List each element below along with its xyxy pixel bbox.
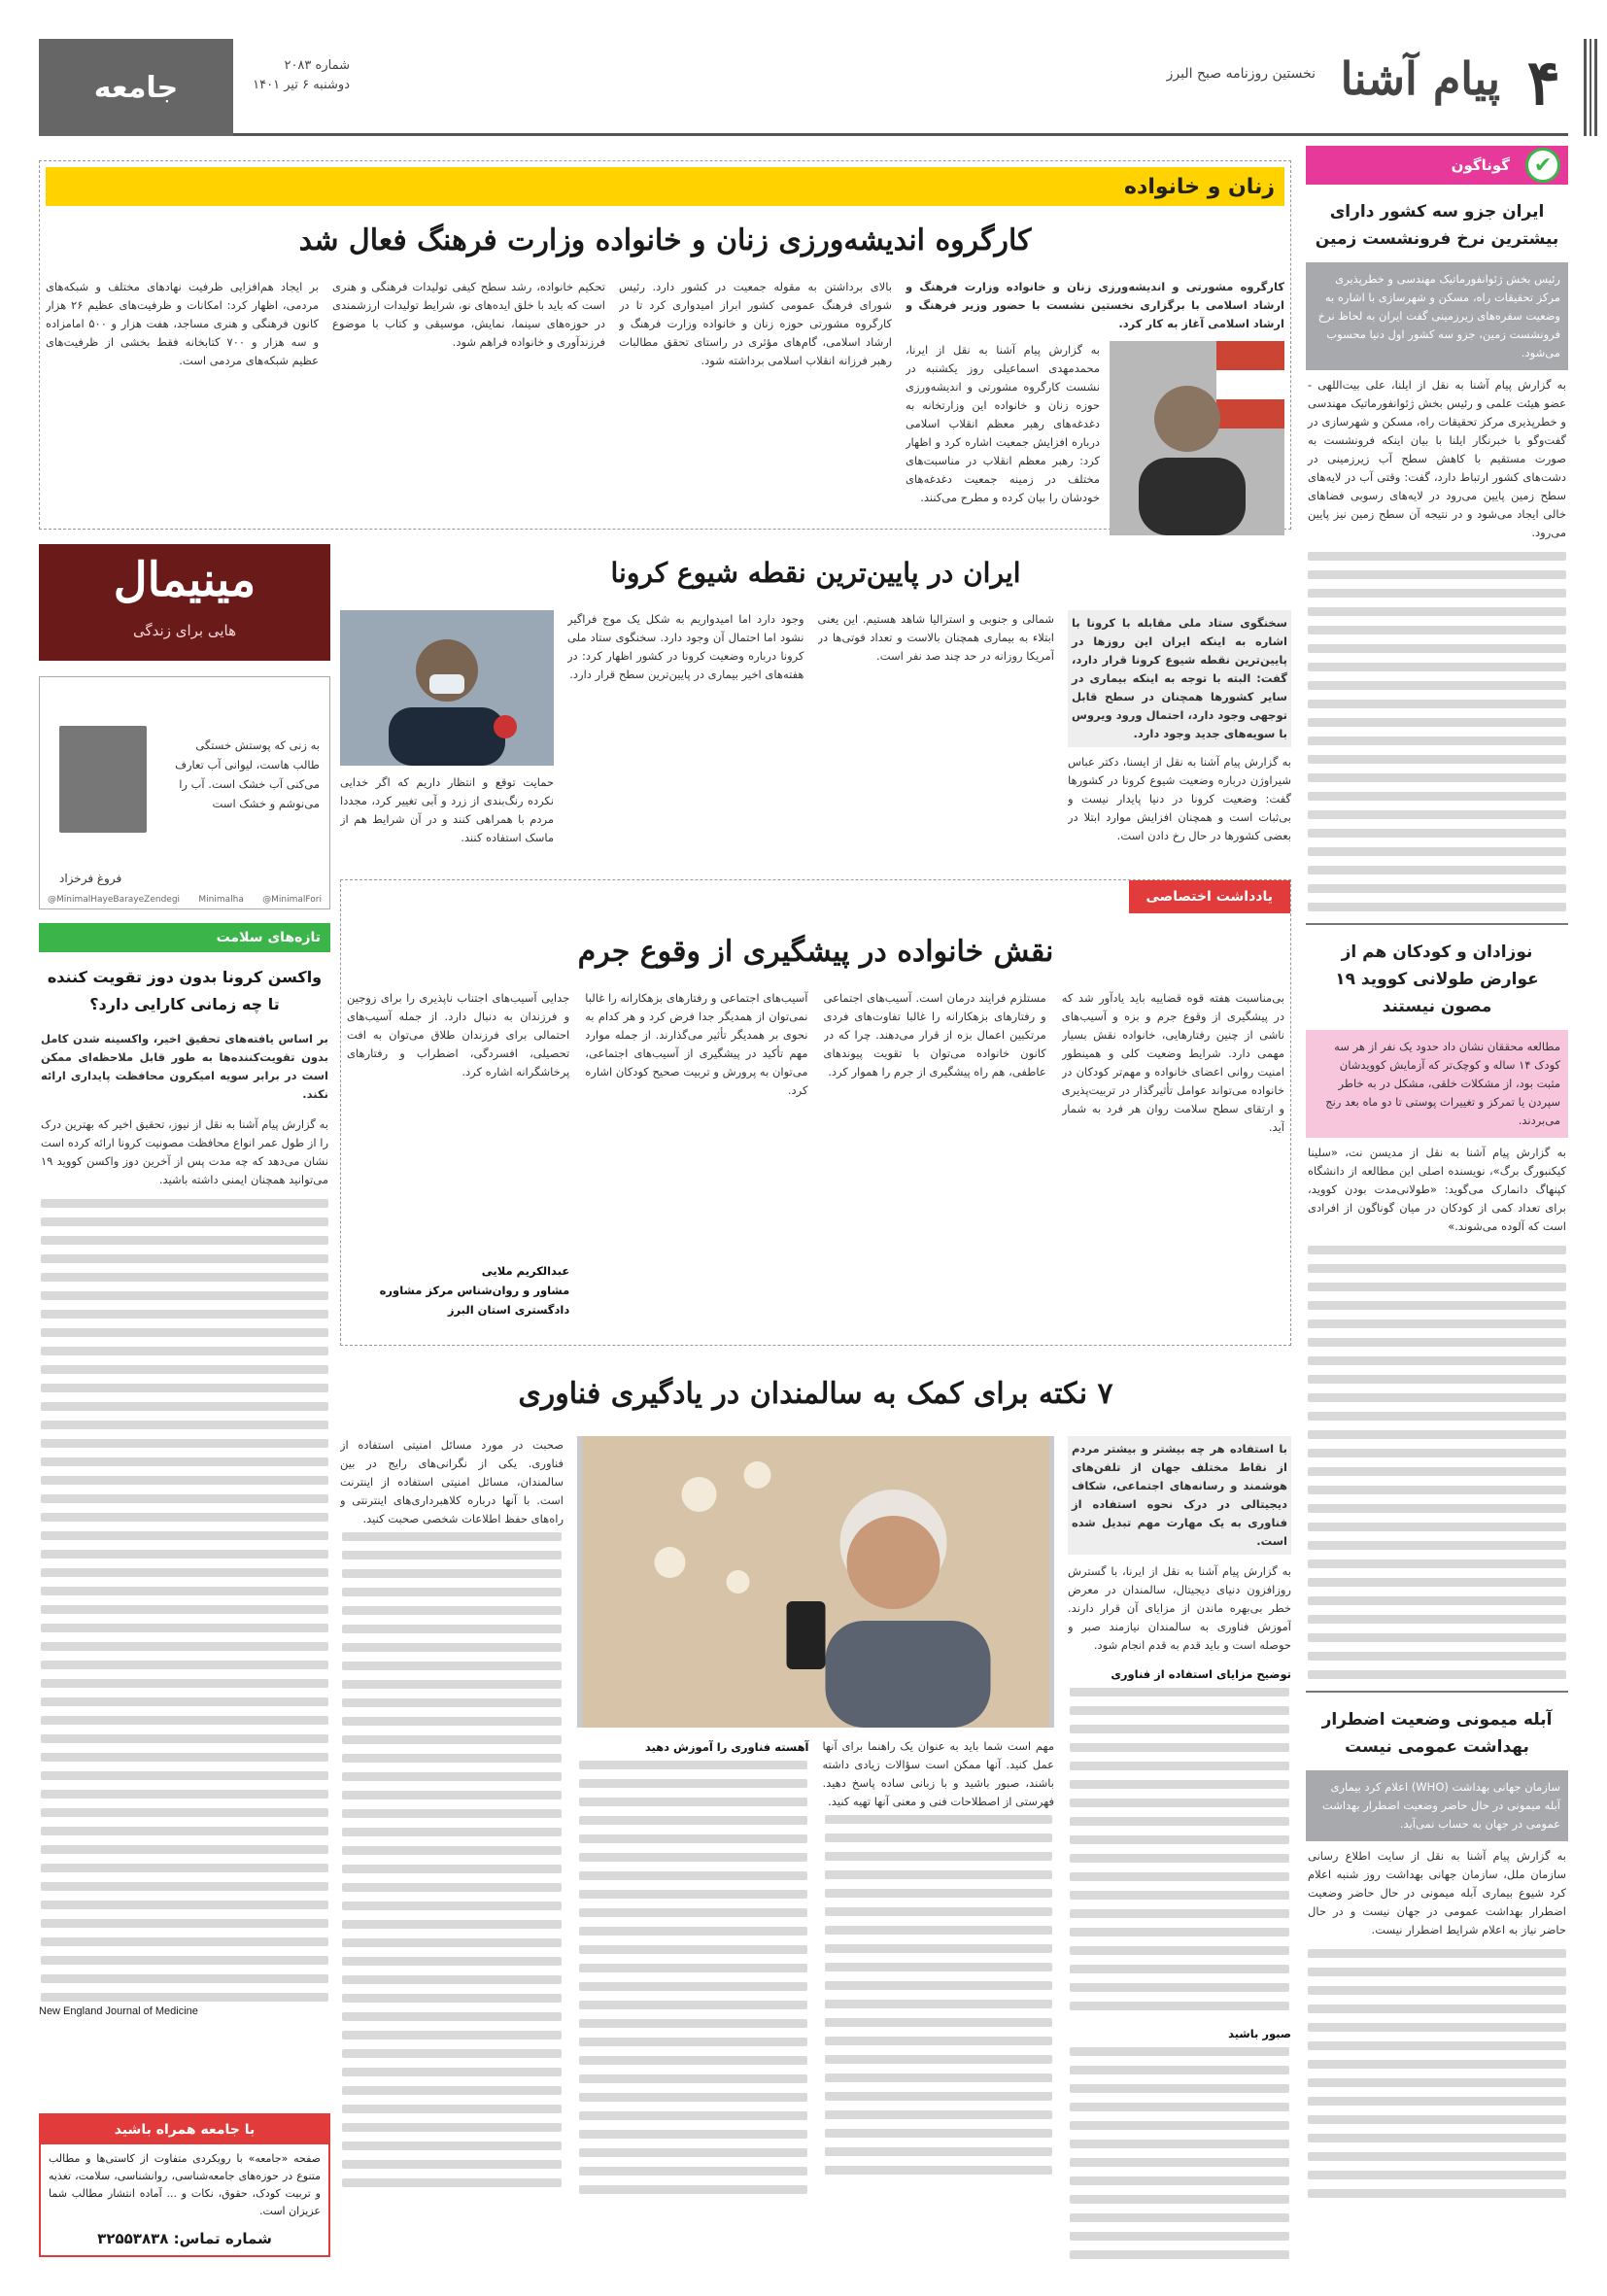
- text-filler: [39, 1195, 330, 2005]
- article-headline: ۷ نکته برای کمک به سالمندان در یادگیری فناوری: [518, 1377, 1113, 1411]
- page-number: ۴: [1526, 47, 1560, 120]
- poem-verse: به زنی که پوستش خستگی طالب هاست، لیوانی آب تعارف می‌کنی آب خشک است. آب را می‌نوشم و خشک است: [175, 738, 320, 810]
- subheading: توضیح مزایای استفاده از فناوری: [1111, 1667, 1291, 1681]
- article-text: بر ایجاد هم‌افزایی ظرفیت نهادهای مختلف و شبکه‌های مردمی، اظهار کرد: امکانات و ظرفیت‌های عظیم ۲۶ هزار کانون فرهنگی و هنری مساجد، هفت هزار و ۵۰۰ امامزاده و سه هزار و ۷۰۰ کتابخانه فقط بخشی از ظرفیت‌های عظیم شبکه‌های مردمی است.: [46, 280, 319, 367]
- divider: [1306, 1691, 1568, 1693]
- article-text: جدایی آسیب‌های اجتناب ناپذیری را برای زوجین و فرزندان به دنبال دارد. از جمله آسیب‌های احتمالی برای فرزندان طلاق می‌توان به افت تحصیلی، افسردگی، اضطراب و رفتارهای پرخاشگرانه اشاره کرد.: [347, 991, 570, 1079]
- story-lead: مطالعه محققان نشان داد حدود یک نفر از هر سه کودک ۱۴ ساله و کوچک‌تر که آزمایش کوویدشان مثبت بود، از مشکلات خلقی، مشکل در به خاطر سپردن یا تمرکز و تغییرات پوستی تا دو ماه بعد رنج می‌بردند.: [1306, 1030, 1568, 1138]
- lead-article: [39, 160, 1291, 530]
- article-lead: با استفاده هر چه بیشتر و بیشتر مردم از نقاط مختلف جهان از تلفن‌های هوشمند و رسانه‌های اجتماعی، شکاف دیجیتالی در درک نحوه استفاده از فناوری به یک مهارت مهم تبدیل شده است.: [1068, 1436, 1291, 1555]
- subheading: آهسته فناوری را آموزش دهید: [644, 1740, 809, 1754]
- ad-handle: @MinimalFori: [262, 895, 322, 905]
- column-label: یادداشت اختصاصی: [1129, 880, 1291, 913]
- story-body: به گزارش پیام آشنا به نقل از نیوز، تحقیق اخیر که بهترین درک را از طول عمر انواع محافظت مصونیت کرونا ارائه کرده است نشان می‌دهد که چه مدت پس از آخرین دوز واکسن کووید ۱۹ می‌توانید همچنان ایمنی داشته باشید.: [41, 1117, 328, 1186]
- ad-handle: Minimalha: [198, 895, 244, 905]
- text-filler: [1306, 1945, 1568, 2202]
- article-text: آسیب‌های اجتماعی و رفتارهای بزهکارانه را غالبا نمی‌توان از همدیگر جدا فرض کرد و هر کدام به نحوی بر همدیگر تأثیر می‌گذارند. از جمله موارد مهم تأکید در پیشگیری از آسیب‌های اجتماعی، می‌توان به پرورش و تربیت صحیح کودکان اشاره کرد.: [585, 991, 808, 1097]
- story-body: به گزارش پیام آشنا به نقل از ایلنا، علی بیت‌اللهی - عضو هیئت علمی و رئیس بخش ژئوانفورماتیک مهندسی و خطرپذیری مرکز تحقیقات راه، مسکن و شهرسازی در گفت‌وگو با خبرنگار ایلنا با بیان اینکه فرونشست به صورت مستقیم با کاهش سطح آب زیرزمینی در دشت‌های کشور ارتباط دارد، گفت: وقتی آب در لایه‌های سطح زمین پایین می‌رود در لایه‌های رسوبی فضاهای خالی ایجاد می‌شود و در نتیجه آن سطح زمین نیز پایین می‌رود.: [1308, 378, 1566, 539]
- author-title: مشاور و روان‌شناس مرکز مشاوره: [379, 1284, 570, 1297]
- story-lead: سازمان جهانی بهداشت (WHO) اعلام کرد بیماری آبله میمونی در حال حاضر وضعیت اضطرار بهداشت عمومی در جهان به حساب نمی‌آید.: [1306, 1770, 1568, 1841]
- story-title: واکسن کرونا بدون دوز تقویت کننده تا چه زمانی کارایی دارد؟: [47, 968, 323, 1013]
- author-title: دادگستری استان البرز: [447, 1303, 570, 1317]
- poet-portrait: [59, 726, 147, 833]
- text-filler: [1306, 548, 1568, 915]
- story-title: نوزادان و کودکان هم از عوارض طولانی کووید ۱۹ مصون نیستند: [1335, 942, 1539, 1016]
- issue-date: دوشنبه ۶ تیر ۱۴۰۱: [253, 78, 350, 92]
- minister-photo: [1110, 341, 1284, 535]
- divider: [1306, 923, 1568, 925]
- article-text: به گزارش پیام آشنا به نقل از ایسنا، دکتر عباس شیراوژن درباره وضعیت شیوع کرونا در کشورها گفت: وضعیت کرونا در دنیا پایدار نیست و بی‌ثبات است و همچنان افزایش موارد ابتلا در بعضی کشورها در حال رخ دادن است.: [1068, 755, 1291, 842]
- text-filler: [823, 1811, 1055, 2178]
- article-text: صحبت در مورد مسائل امنیتی استفاده از فناوری. یکی از نگرانی‌های رایج در بین سالمندان، مسائل امنیتی استفاده از اینترنت است. با آنها درباره کلاهبرداری‌های اینترنتی و راه‌های حفظ اطلاعات شخصی صحبت کنید.: [340, 1438, 564, 1525]
- kicker-bar: زنان و خانواده: [46, 167, 1284, 206]
- story-body: به گزارش پیام آشنا به نقل از مدیسن نت، «سلینا کیکنبورگ برگ»، نویسنده اصلی این مطالعه از دانشگاه کپنهاگ دانمارک می‌گوید: «طولانی‌مدت بودن کووید، برای تعداد کمی از کودکان در میان گوناگون از افرادی است که آلوده می‌شوند.»: [1308, 1146, 1566, 1233]
- article-lead: کارگروه مشورتی و اندیشه‌ورزی زنان و خانواده وزارت فرهنگ و ارشاد اسلامی با برگزاری نخستین نشست با حضور وزیر فرهنگ و ارشاد اسلامی آغاز به کار کرد.: [906, 280, 1284, 330]
- story-title: آبله میمونی وضعیت اضطرار بهداشت عمومی نیست: [1321, 1710, 1553, 1757]
- ad-title: مینیمال: [113, 553, 256, 607]
- article-text: بی‌مناسبت هفته قوه قضاییه باید یادآور شد که در پیشگیری از وقوع جرم و بزه و آسیب‌های ناشی از چنین رفتارهایی، خانواده نقش بسیار مهمی دارد. شرایط وضعیت کلی و همینطور امنیت روانی اعضای خانواده و مهم‌تر کودکان در خانواده می‌تواند عوامل تأثیرگذار در تربیت‌پذیری و ارتقای سطح سلامت روان هر فرد به شمار آید.: [1061, 991, 1284, 1134]
- family-article: [340, 879, 1291, 1346]
- join-header: با جامعه همراه باشید: [41, 2115, 328, 2144]
- section-header: تازه‌های سلامت: [39, 923, 330, 952]
- ad-footer: [48, 895, 322, 905]
- masthead: [39, 39, 1568, 136]
- text-filler: [1068, 2043, 1291, 2263]
- story-body: به گزارش پیام آشنا به نقل از سایت اطلاع رسانی سازمان ملل، سازمان جهانی بهداشت روز شنبه اعلام کرد شیوع بیماری آبله میمونی در حال حاضر وضعیت اضطرار بهداشت عمومی در جهان نیست و در حال حاضر نیاز به اعلام شرایط اضطرار نیست.: [1308, 1849, 1566, 1936]
- text-filler: [340, 1528, 564, 2191]
- ad-handle: @MinimalHayeBarayeZendegi: [48, 895, 181, 905]
- elderly-man-phone-photo: [577, 1436, 1054, 1728]
- author-credit: [347, 1261, 569, 1319]
- issue-info: [243, 56, 350, 95]
- corona-article: [340, 544, 1291, 865]
- article-text: به گزارش پیام آشنا به نقل از ایرنا، محمدمهدی اسماعیلی روز یکشنبه در نشست کارگروه مشورتی و اندیشه‌ورزی حوزه زنان و خانواده این وزارتخانه به دغدغه‌های رهبر معظم انقلاب اسلامی درباره افزایش جمعیت اشاره کرد و اظهار کرد: رهبر معظم انقلاب در مناسبت‌های مختلف در زمینه جمعیت دغدغه‌های خودشان را بیان کرده و مطرح می‌کنند.: [906, 343, 1100, 504]
- story-lead: رئیس بخش ژئوانفورماتیک مهندسی و خطرپذیری مرکز تحقیقات راه، مسکن و شهرسازی با اشاره به وضعیت سفره‌های زیرزمینی گفت ایران به لحاظ نرخ فرونشست زمین، جزو سه کشور اول دنیا محسوب می‌شود.: [1306, 262, 1568, 370]
- article-lead: سخنگوی ستاد ملی مقابله با کرونا با اشاره به اینکه ایران این روزها در پایین‌ترین نقطه شیوع کرونا قرار دارد، گفت: البته با توجه به اینکه بیماری در سایر کشورها همچنان در سطح قابل توجهی وجود دارد، احتمال ورود ویروس با سویه‌های جدید وجود دارد.: [1068, 610, 1291, 747]
- issue-number: شماره ۲۰۸۳: [284, 58, 350, 73]
- join-box: [39, 2113, 330, 2257]
- minimal-ad-banner: [39, 544, 330, 661]
- article-text: وجود دارد اما امیدواریم به شکل یک موج فراگیر نشود اما احتمال آن وجود دارد. سخنگوی ستاد ملی کرونا درباره وضعیت کرونا در کشور اظهار کرد: در هفته‌های اخیر بیماری در پایین‌ترین سطح قرار دارد.: [567, 612, 804, 681]
- spokesman-photo: [340, 610, 554, 766]
- text-filler: [577, 1757, 809, 2198]
- category-header: [1306, 146, 1568, 185]
- phone-number: شماره تماس: ۳۲۵۵۳۸۳۸: [97, 2230, 272, 2247]
- text-filler: [1068, 1684, 1291, 2014]
- poem-card: [39, 676, 330, 909]
- article-text: به گزارش پیام آشنا به نقل از ایرنا، با گسترش روزافزون دنیای دیجیتال، سالمندان در معرض خطر بی‌بهره ماندن از مزایای آن قرار دارند. آموزش فناوری به سالمندان نیازمند صبر و حوصله است و باید قدم به قدم انجام شود.: [1068, 1564, 1291, 1652]
- article-headline: نقش خانواده در پیشگیری از وقوع جرم: [577, 935, 1054, 969]
- article-text: مستلزم فرایند درمان است. آسیب‌های اجتماعی و رفتارهای بزهکارانه را غالبا تفاوت‌های فردی مرتکبین اعمال بزه از قرار می‌دهند. چرا که در کانون خانواده می‌توان با تقویت پیوندهای عاطفی، هم راه پیشگیری از جرم را هموار کرد.: [823, 991, 1046, 1079]
- article-text: مهم است شما باید به عنوان یک راهنما برای آنها عمل کنید. آنها ممکن است سؤالات زیادی داشته باشند، صبور باشید و با زبانی ساده پاسخ دهید. فهرستی از اصطلاحات فنی و معنی آنها تهیه کنید.: [822, 1739, 1054, 1808]
- story-title: ایران جزو سه کشور دارای بیشترین نرخ فرونشست زمین: [1315, 202, 1559, 249]
- left-column: [39, 544, 330, 2257]
- article-text: شمالی و جنوبی و استرالیا شاهد هستیم. این یعنی ابتلاء به بیماری همچنان بالاست و تعداد فوتی‌ها در آمریکا روزانه در حد چند صد نفر است.: [817, 612, 1054, 663]
- section-tab: جامعه: [39, 39, 233, 136]
- article-text: بالای برداشتن به مقوله جمعیت در کشور دارد. رئیس شورای فرهنگ عمومی کشور ابراز امیدواری کرد تا در کارگروه مشورتی حوزه زنان و خانواده وزارت فرهنگ و ارشاد اسلامی، گام‌های مؤثری در راستای تحقق مطالبات رهبر فرزانه انقلاب اسلامی برداشته شود.: [619, 280, 892, 367]
- author-name: عبدالکریم ملایی: [481, 1264, 570, 1278]
- article-headline: کارگروه اندیشه‌ورزی زنان و خانواده وزارت فرهنگ فعال شد: [298, 223, 1032, 257]
- tech-article: [340, 1360, 1291, 2257]
- ad-subtitle: هایی برای زندگی: [133, 622, 236, 639]
- poet-name: فروغ فرخزاد: [59, 872, 122, 885]
- checkmark-icon: ✔: [1525, 148, 1560, 183]
- right-column: [1306, 146, 1568, 2257]
- tagline: نخستین روزنامه صبح البرز: [1166, 66, 1316, 82]
- subheading: صبور باشید: [1228, 2027, 1291, 2040]
- join-text: صفحه «جامعه» با رویکردی متفاوت از کاستی‌ها و مطالب متنوع در حوزه‌های جامعه‌شناسی، روانشناسی، سلامت، تغذیه و تربیت کودک، حقوق، نکات و ... آماده انتشار مطالب شما عزیزان است.: [49, 2152, 321, 2217]
- article-text: حمایت توقع و انتظار داریم که اگر خدایی نکرده رنگ‌بندی از زرد و آبی تغییر کرد، مجددا مردم با همراهی کنند و در آن شرایط هم از ماسک استفاده کنند.: [340, 775, 554, 844]
- newspaper-logo: پیام آشنا: [1340, 52, 1500, 105]
- masthead-stripes: [1584, 39, 1597, 136]
- category-label: گوناگون: [1451, 156, 1510, 174]
- text-filler: [1306, 1242, 1568, 1683]
- story-lead: بر اساس یافته‌های تحقیق اخیر، واکسینه شدن کامل بدون تقویت‌کننده‌ها به طور قابل ملاحظه‌ای ممکن است در برابر سویه امیکرون محافظت پایداری ارائه نکند.: [41, 1032, 328, 1101]
- source-reference: New England Journal of Medicine: [39, 2005, 198, 2017]
- article-headline: ایران در پایین‌ترین نقطه شیوع کرونا: [610, 557, 1021, 589]
- article-text: تحکیم خانواده، رشد سطح کیفی تولیدات فرهنگی و هنری است که باید با خلق ایده‌های نو، شرایط تولیدات ارزشمندی در حوزه‌های سینما، نمایش، موسیقی و کتاب با موضوع فرزندآوری و خانواده فراهم شود.: [332, 280, 605, 349]
